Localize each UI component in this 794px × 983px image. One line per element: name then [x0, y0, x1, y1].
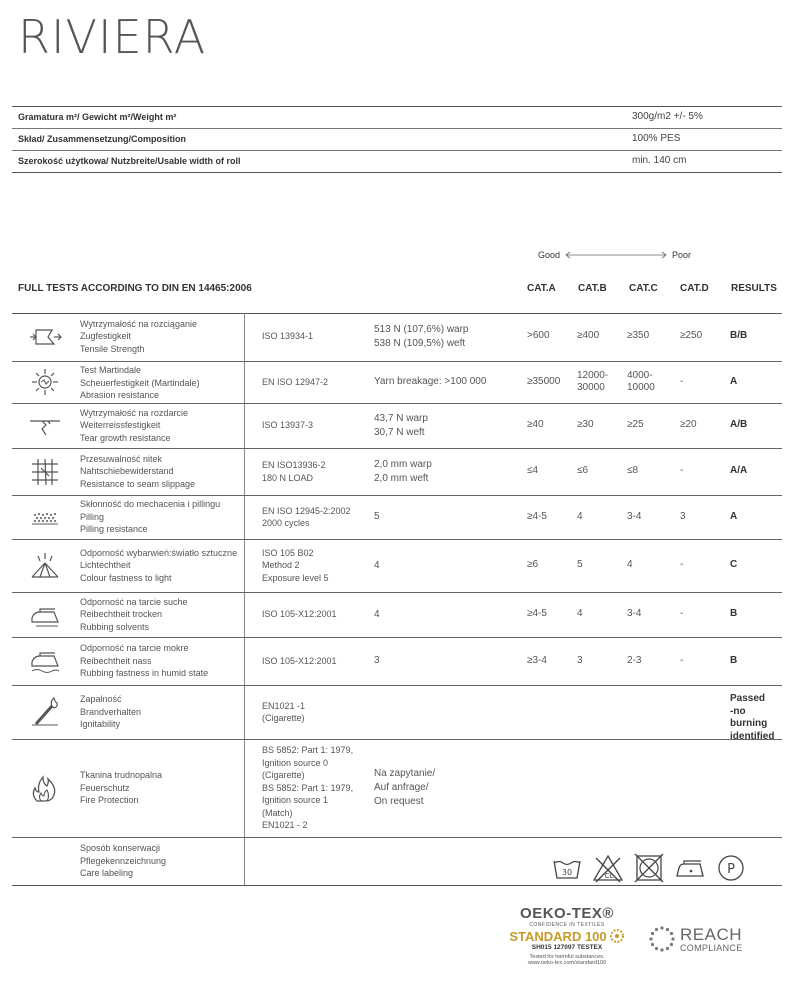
cat-d-value: ≥250: [680, 330, 703, 342]
test-result: Na zapytanie/ Auf anfrage/ On request: [374, 768, 436, 807]
test-final-result: A: [730, 375, 738, 387]
cat-b-value: 3: [577, 654, 583, 666]
page-title: RIVIERA: [18, 10, 207, 64]
iron-low-icon: [674, 852, 706, 884]
cat-a-value: ≥4-5: [527, 510, 547, 522]
test-result: Yarn breakage: >100 000: [374, 376, 487, 387]
test-row: [12, 313, 782, 362]
test-final-result: B: [730, 654, 738, 666]
reach-stars-icon: [648, 925, 676, 953]
spec-composition-value: 100% PES: [632, 133, 681, 144]
test-final-result: A/A: [730, 465, 748, 477]
wet-rubbing-icon: [28, 646, 62, 676]
reach-logo: [648, 925, 743, 953]
fire-protection-icon: [28, 773, 62, 803]
cat-d-header: CAT.D: [680, 283, 709, 294]
cat-d-value: -: [680, 559, 684, 571]
spec-divider: [12, 128, 782, 129]
no-tumble-dry-icon: [633, 852, 665, 884]
wash-30-icon: [551, 852, 583, 884]
test-result: 513 N (107,6%) warp 538 N (109,5%) weft: [374, 323, 469, 349]
care-label-pl: Sposób konserwacji: [80, 843, 161, 853]
test-names: Odporność na tarcie mokre Reibechtheit nass Rubbing fastness in humid state: [80, 643, 209, 679]
cat-a-value: ≥4-5: [527, 608, 547, 620]
oeko-tagline: CONFIDENCE IN TEXTILES: [529, 922, 605, 928]
svg-text:CL: CL: [604, 872, 614, 880]
cat-b-value: ≥400: [577, 330, 600, 342]
test-names: Skłonność do mechacenia i pillingu Pilling Pilling resistance: [80, 499, 221, 535]
care-label-de: Pflegekennzeichnung: [80, 855, 167, 866]
test-result: 5: [374, 511, 380, 522]
cat-a-value: ≥3-4: [527, 654, 547, 666]
tear-growth-icon: [28, 411, 62, 441]
cat-b-value: 12000- 30000: [577, 369, 609, 393]
dry-clean-p-icon: [715, 852, 747, 884]
test-result: 2,0 mm warp 2,0 mm weft: [374, 458, 432, 484]
quality-scale: [538, 250, 691, 260]
cat-d-value: -: [680, 654, 684, 666]
test-result: 4: [374, 559, 380, 571]
oeko-tex-label: [503, 905, 631, 966]
test-standard: EN ISO 12947-2: [262, 376, 329, 387]
no-chlorine-bleach-icon: [592, 852, 624, 884]
cat-a-value: ≥35000: [527, 375, 561, 387]
abrasion-icon: [28, 367, 62, 397]
spec-width-value: min. 140 cm: [632, 155, 687, 166]
test-names: Wytrzymałość na rozdarcie Weiterreissfestigkeit Tear growth resistance: [80, 407, 188, 443]
cat-c-value: ≤8: [627, 465, 639, 477]
test-names: Tkanina trudnopalna Feuerschutz Fire Protection: [80, 770, 163, 806]
test-row: [12, 593, 782, 638]
cat-b-value: 5: [577, 559, 583, 571]
spec-top-line: [12, 106, 782, 107]
test-final-result: B: [730, 608, 738, 620]
reach-sub: COMPLIANCE: [680, 942, 743, 953]
cat-d-value: 3: [680, 510, 686, 522]
tensile-strength-icon: [28, 322, 62, 352]
test-row: [12, 404, 782, 449]
svg-text:P: P: [727, 862, 735, 877]
test-row: [12, 540, 782, 593]
cat-a-header: CAT.A: [527, 283, 556, 294]
test-standard: ISO 13934-1: [262, 331, 314, 342]
oeko-brand: OEKO-TEX®: [520, 905, 614, 922]
reach-name: REACH: [680, 924, 743, 944]
svg-text:30: 30: [561, 868, 573, 877]
oeko-note-1: Tested for harmful substances.: [529, 954, 605, 960]
test-result: 3: [374, 655, 380, 666]
cat-c-value: ≥350: [627, 330, 650, 342]
test-row: [12, 686, 782, 740]
test-names: Test Martindale Scheuerfestigkeit (Martindale) Abrasion resistance: [80, 365, 200, 400]
test-final-result: C: [730, 559, 738, 571]
flower-icon: [609, 928, 625, 944]
spec-weight-value: 300g/m2 +/- 5%: [632, 111, 703, 122]
cat-a-value: ≥40: [527, 419, 544, 431]
cat-c-value: 4000- 10000: [627, 369, 655, 393]
test-names: Odporność wybarwień:światło sztuczne Lichtechtheit Colour fastness to light: [80, 547, 238, 583]
test-final-result: B/B: [730, 330, 748, 342]
scale-good-label: Good: [538, 250, 561, 260]
cat-d-value: ≥20: [680, 419, 697, 431]
test-standard: EN ISO 12945-2:2002 2000 cycles: [262, 505, 351, 528]
test-final-result: A: [730, 510, 738, 522]
oeko-note-2: www.oeko-tex.com/standard100: [527, 960, 607, 966]
dry-rubbing-icon: [28, 600, 62, 630]
oeko-code: SH015 127097 TESTEX: [531, 944, 603, 951]
care-names: [80, 842, 166, 880]
spec-composition-label: Skład/ Zusammensetzung/Composition: [18, 134, 187, 144]
results-header: RESULTS: [731, 283, 777, 294]
cat-a-value: >600: [527, 330, 550, 342]
test-row: [12, 496, 782, 540]
test-names: Zapalność Brandverhalten Ignitability: [80, 694, 142, 730]
test-final-result: A/B: [730, 419, 748, 431]
spec-width-label: Szerokość użytkowa/ Nutzbreite/Usable width of roll: [18, 156, 241, 166]
seam-slippage-icon: [28, 457, 62, 487]
cat-d-value: -: [680, 375, 684, 387]
cat-a-value: ≥6: [527, 559, 539, 571]
test-result: 4: [374, 608, 380, 620]
ignitability-icon: [28, 697, 62, 727]
test-standard: ISO 13937-3: [262, 420, 314, 431]
test-standard: ISO 105-X12:2001: [262, 655, 337, 666]
test-names: Odporność na tarcie suche Reibechtheit trocken Rubbing solvents: [80, 596, 188, 632]
care-label-en: Care labeling: [80, 868, 134, 878]
cat-c-value: 3-4: [627, 608, 642, 620]
cat-b-value: ≥30: [577, 419, 594, 431]
oeko-standard: STANDARD 100: [509, 928, 607, 944]
cat-d-value: -: [680, 608, 684, 620]
row-divider: [12, 837, 782, 838]
test-standard: BS 5852: Part 1: 1979, Ignition source 0 (Cigarette) BS 5852: Part 1: 1979, Ignition source 1 (Match) EN1021 - 2: [262, 745, 354, 831]
test-result: 43,7 N warp 30,7 N weft: [374, 412, 428, 438]
test-names: Wytrzymałość na rozciąganie Zugfestigkeit Tensile Strength: [80, 318, 197, 354]
test-row: [12, 638, 782, 686]
scale-poor-label: Poor: [672, 250, 692, 260]
cat-c-value: 2-3: [627, 654, 642, 666]
test-row: [12, 362, 782, 404]
cat-c-header: CAT.C: [629, 283, 658, 294]
double-arrow-icon: [564, 251, 668, 259]
test-standard: EN ISO13936-2 180 N LOAD: [262, 460, 326, 483]
light-fastness-icon: [28, 551, 62, 581]
test-names: Przesuwalność nitek Nahtschiebewiderstand Resistance to seam slippage: [80, 453, 196, 489]
test-standard: EN1021 -1 (Cigarette): [262, 700, 306, 723]
spec-weight-label: Gramatura m²/ Gewicht m²/Weight m²: [18, 112, 177, 122]
pilling-icon: [28, 502, 62, 532]
cat-b-value: 4: [577, 510, 583, 522]
spec-bottom-line: [12, 172, 782, 173]
spec-divider: [12, 150, 782, 151]
cat-c-value: 3-4: [627, 510, 642, 522]
cat-b-value: 4: [577, 608, 583, 620]
cat-d-value: -: [680, 465, 684, 477]
cat-b-value: ≤6: [577, 465, 589, 477]
cat-c-value: ≥25: [627, 419, 644, 431]
cat-c-value: 4: [627, 559, 633, 571]
test-row: [12, 740, 782, 838]
tests-header: FULL TESTS ACCORDING TO DIN EN 14465:2006: [18, 283, 252, 294]
cat-b-header: CAT.B: [578, 283, 607, 294]
test-standard: ISO 105 B02 Method 2 Exposure level 5: [262, 547, 329, 583]
test-standard: ISO 105-X12:2001: [262, 609, 337, 620]
test-row: [12, 449, 782, 496]
test-final-result: Passed -no burning identified: [730, 693, 775, 742]
cat-a-value: ≤4: [527, 465, 539, 477]
table-bottom-line: [12, 885, 782, 886]
